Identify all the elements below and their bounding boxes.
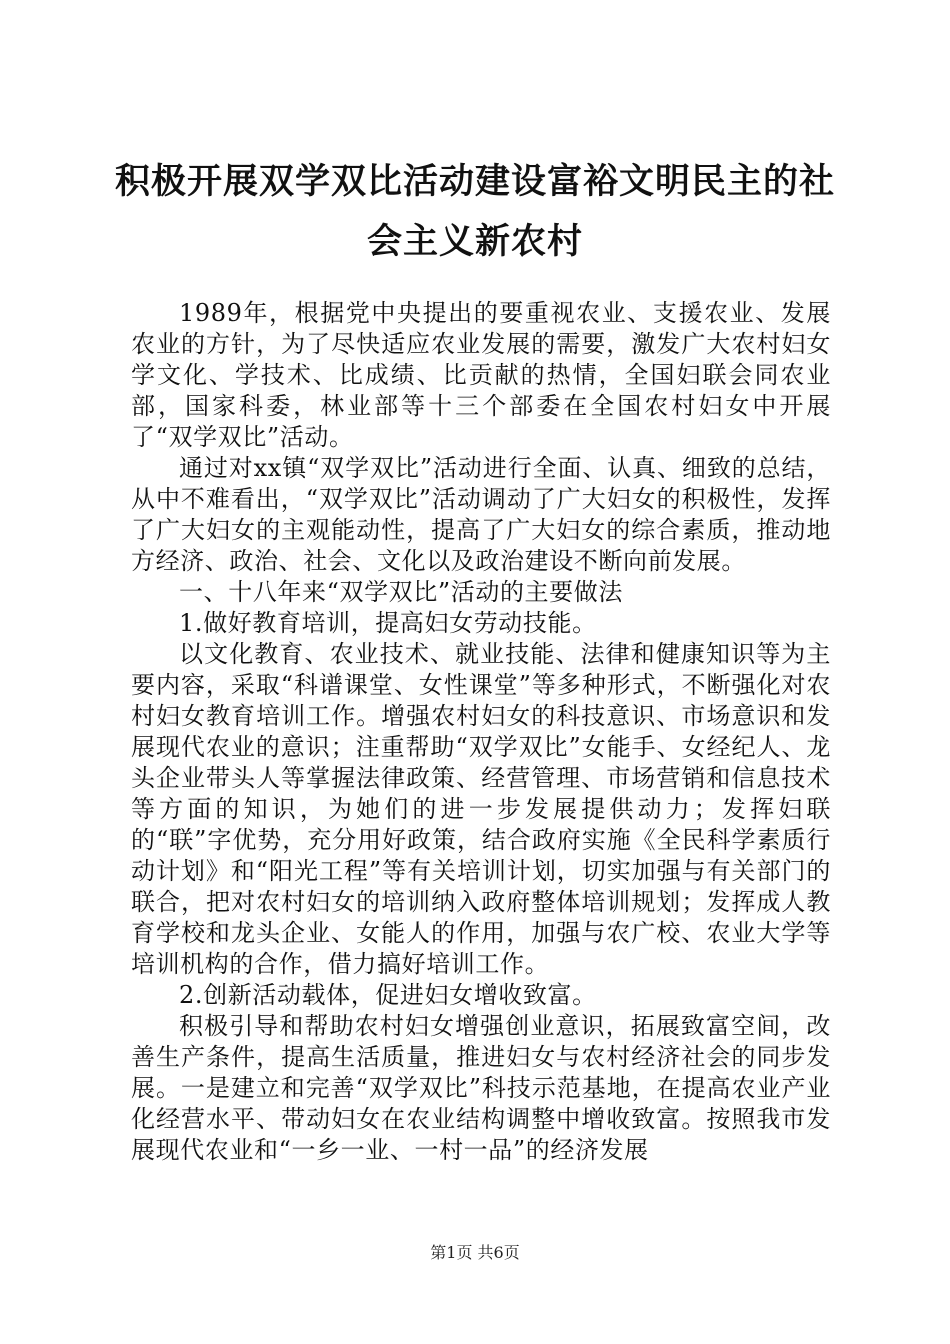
- document-title-line-2: 会主义新农村: [366, 222, 583, 262]
- document-body: [131, 298, 831, 1166]
- subsection-heading-2: 2.创新活动载体，促进妇女增收致富。: [179, 981, 597, 1009]
- paragraph-income: 积极引导和帮助农村妇女增强创业意识，拓展致富空间，改善生产条件，提高生活质量，推进妇女与农村经济社会的同步发展。一是建立和完善“双学双比”科技示范基地，在提高农业产业化经营水平、带动妇女在农业结构调整中增收致富。按照我市发展现代农业和“一乡一业、一村一品”的经济发展: [131, 1012, 831, 1164]
- paragraph-intro: 1989年，根据党中央提出的要重视农业、支援农业、发展农业的方针，为了尽快适应农业发展的需要，激发广大农村妇女学文化、学技术、比成绩、比贡献的热情，全国妇联会同农业部，国家科委，林业部等十三个部委在全国农村妇女中开展了“双学双比”活动。: [131, 299, 831, 451]
- document-title-line-1: 积极开展双学双比活动建设富裕文明民主的社: [114, 162, 835, 202]
- paragraph-summary: 通过对xx镇“双学双比”活动进行全面、认真、细致的总结，从中不难看出，“双学双比”活动调动了广大妇女的积极性，发挥了广大妇女的主观能动性，提高了广大妇女的综合素质，推动地方经济、政治、社会、文化以及政治建设不断向前发展。: [131, 454, 831, 575]
- subsection-heading-1: 1.做好教育培训，提高妇女劳动技能。: [179, 609, 597, 637]
- paragraph-training: 以文化教育、农业技术、就业技能、法律和健康知识等为主要内容，采取“科谱课堂、女性课堂”等多种形式，不断强化对农村妇女教育培训工作。增强农村妇女的科技意识、市场意识和发展现代农业的意识；注重帮助“双学双比”女能手、女经纪人、龙头企业带头人等掌握法律政策、经营管理、市场营销和信息技术等方面的知识，为她们的进一步发展提供动力；发挥妇联的“联”字优势，充分用好政策，结合政府实施《全民科学素质行动计划》和“阳光工程”等有关培训计划，切实加强与有关部门的联合，把对农村妇女的培训纳入政府整体培训规划；发挥成人教育学校和龙头企业、女能人的作用，加强与农广校、农业大学等培训机构的合作，借力搞好培训工作。: [131, 640, 831, 978]
- section-heading: 一、十八年来“双学双比”活动的主要做法: [179, 578, 623, 606]
- page-number-footer: 第1页 共6页: [430, 1243, 520, 1262]
